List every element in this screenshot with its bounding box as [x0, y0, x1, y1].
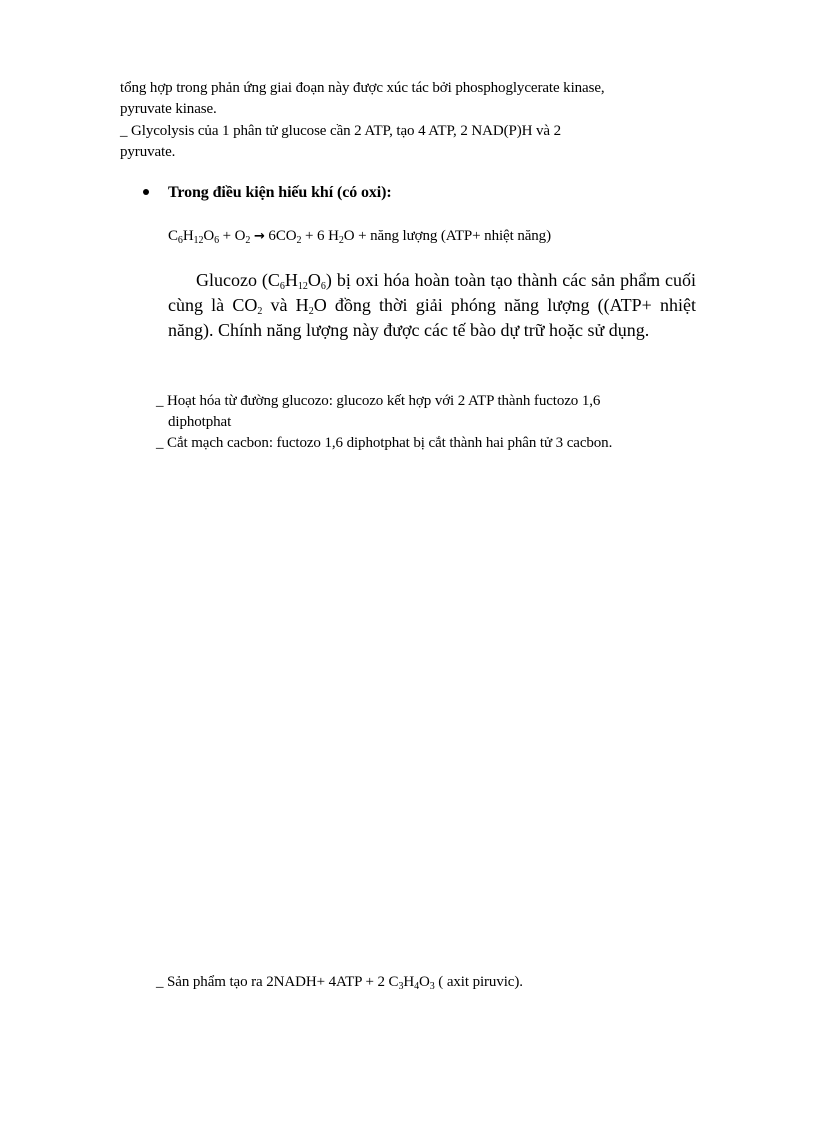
product-text: ( axit piruvic). [434, 974, 523, 990]
para-subscript: 2 [308, 306, 314, 317]
eq-text: O + năng lượng (ATP+ nhiệt năng) [343, 228, 551, 244]
step-activation-line-2: diphotphat [168, 414, 232, 430]
text-line-2: pyruvate kinase. [120, 101, 217, 117]
eq-text: O [203, 228, 215, 244]
arrow-right-icon: → [253, 229, 265, 244]
para-text: và H [262, 295, 309, 315]
eq-text: 6CO [264, 228, 297, 244]
glucose-oxidation-paragraph [168, 268, 696, 343]
section-heading: Trong điều kiện hiếu khí (có oxi): [168, 184, 392, 201]
text-line-4: pyruvate. [120, 144, 176, 160]
bullet-icon [143, 189, 149, 195]
product-text: H [403, 974, 415, 990]
para-text: H [284, 270, 298, 290]
para-subscript: 2 [257, 306, 263, 317]
eq-text: H [182, 228, 194, 244]
eq-subscript: 12 [193, 235, 204, 246]
product-text: _ Sản phẩm tạo ra 2NADH+ 4ATP + 2 C [156, 974, 399, 990]
step-activation-line-1: _ Hoạt hóa từ đường glucozo: glucozo kết hợp với 2 ATP thành fuctozo 1,6 [156, 393, 601, 409]
eq-text: + O [219, 228, 246, 244]
para-text: O [307, 270, 321, 290]
product-subscript: 3 [429, 981, 435, 992]
product-text: O [418, 974, 430, 990]
eq-text: + 6 H [301, 228, 339, 244]
eq-subscript: 2 [245, 235, 251, 246]
text-line-1: tổng hợp trong phản ứng giai đoạn này được xúc tác bởi phosphoglycerate kinase, [120, 80, 605, 96]
eq-subscript: 6 [214, 235, 219, 246]
para-subscript: 6 [279, 281, 285, 292]
para-subscript: 6 [320, 281, 326, 292]
step-carbon-cleavage: _ Cắt mạch cacbon: fuctozo 1,6 diphotphat bị cắt thành hai phân tử 3 cacbon. [156, 435, 613, 451]
para-text: Glucozo (C [196, 270, 280, 290]
product-subscript: 3 [398, 981, 404, 992]
text-line-3: _ Glycolysis của 1 phân tử glucose cần 2 ATP, tạo 4 ATP, 2 NAD(P)H và 2 [120, 123, 561, 139]
chemical-equation [168, 226, 551, 247]
para-text: ) bị oxi hóa hoàn toàn tạo thành các sản phẩm cuối cùng là CO [168, 270, 696, 315]
eq-subscript: 2 [296, 235, 302, 246]
eq-subscript: 6 [177, 235, 183, 246]
product-line [156, 972, 523, 993]
eq-text: C [168, 228, 178, 244]
para-subscript: 12 [297, 281, 308, 292]
eq-subscript: 2 [338, 235, 344, 246]
para-text: O đồng thời giải phóng năng lượng ((ATP+ nhiệt năng). Chính năng lượng này được các tế bào dự trữ hoặc sử dụng. [168, 295, 696, 340]
product-subscript: 4 [414, 981, 419, 992]
